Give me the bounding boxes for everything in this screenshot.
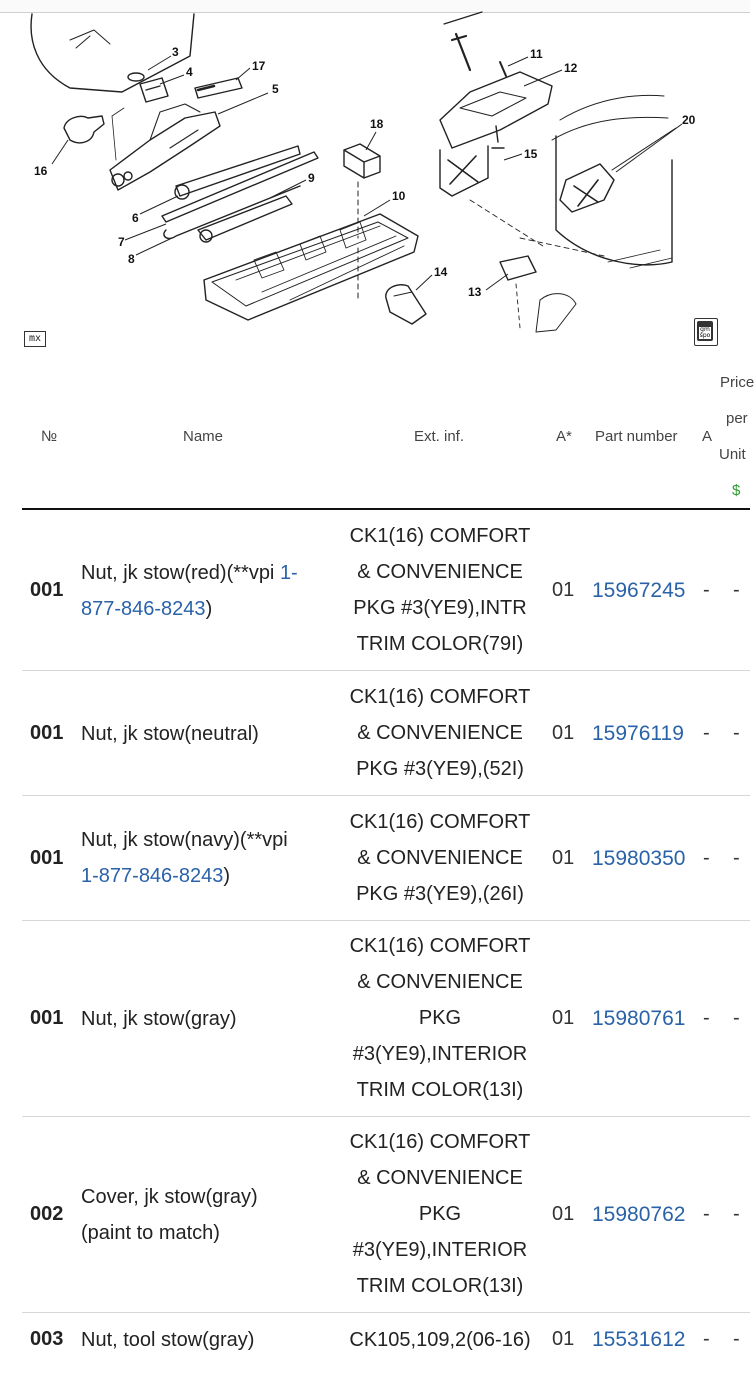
header-price-line1: Price bbox=[720, 374, 754, 391]
row-a-star: 01 bbox=[552, 579, 575, 601]
part-number-link[interactable]: 15531612 bbox=[592, 1328, 686, 1351]
row-a-star: 01 bbox=[552, 1328, 575, 1350]
row-price: - bbox=[733, 847, 740, 869]
callout-3: 3 bbox=[172, 45, 179, 59]
row-a: - bbox=[703, 1007, 710, 1029]
table-row[interactable] bbox=[22, 671, 750, 796]
row-ext-inf: CK1(16) COMFORT & CONVENIENCE PKG #3(YE9),INTERIOR TRIM COLOR(13I) bbox=[349, 935, 531, 1101]
row-a-star: 01 bbox=[552, 847, 575, 869]
phone-link[interactable]: 1- bbox=[279, 562, 298, 584]
gm-spo-icon: gm spo bbox=[694, 318, 718, 346]
callout-10: 10 bbox=[392, 189, 406, 203]
row-name: Nut, jk stow(neutral) bbox=[81, 723, 259, 745]
part-number-link[interactable]: 15980762 bbox=[592, 1203, 686, 1226]
row-number: 001 bbox=[30, 722, 64, 744]
row-a: - bbox=[703, 722, 710, 744]
row-number: 001 bbox=[30, 579, 64, 601]
row-a-star: 01 bbox=[552, 722, 575, 744]
row-ext-inf: CK1(16) COMFORT & CONVENIENCE PKG #3(YE9),(52I) bbox=[349, 686, 531, 780]
row-price: - bbox=[733, 722, 740, 744]
row-number: 001 bbox=[30, 1007, 64, 1029]
part-number-link[interactable]: 15967245 bbox=[592, 579, 686, 602]
row-ext-inf: CK1(16) COMFORT & CONVENIENCE PKG #3(YE9),INTERIOR TRIM COLOR(13I) bbox=[349, 1131, 531, 1297]
row-name: Nut, tool stow(gray) bbox=[81, 1329, 255, 1351]
callout-6: 6 bbox=[132, 211, 139, 225]
row-ext-inf: CK1(16) COMFORT & CONVENIENCE PKG #3(YE9),INTR TRIM COLOR(79I) bbox=[349, 525, 531, 655]
callout-18: 18 bbox=[370, 117, 384, 131]
row-a-star: 01 bbox=[552, 1203, 575, 1225]
row-name: Nut, jk stow(navy)(**vpi 1-877-846-8243) bbox=[81, 829, 288, 887]
callout-20: 20 bbox=[682, 113, 696, 127]
row-price: - bbox=[733, 1328, 740, 1350]
row-a: - bbox=[703, 847, 710, 869]
header-ext-inf: Ext. inf. bbox=[414, 428, 465, 445]
row-a: - bbox=[703, 1203, 710, 1225]
callout-8: 8 bbox=[128, 252, 135, 266]
phone-link[interactable]: 1-877-846-8243 bbox=[81, 865, 224, 887]
part-number-link[interactable]: 15980350 bbox=[592, 847, 686, 870]
callout-5: 5 bbox=[272, 82, 279, 96]
row-a: - bbox=[703, 579, 710, 601]
table-row[interactable] bbox=[22, 796, 750, 921]
row-price: - bbox=[733, 1007, 740, 1029]
row-name: Nut, jk stow(red)(**vpi 1- 877-846-8243) bbox=[81, 562, 298, 620]
callout-16: 16 bbox=[34, 164, 48, 178]
header-price-line2: per bbox=[726, 410, 748, 427]
row-name: Nut, jk stow(gray) bbox=[81, 1008, 237, 1030]
row-price: - bbox=[733, 579, 740, 601]
header-price-line3: Unit bbox=[719, 446, 746, 463]
callout-17: 17 bbox=[252, 59, 266, 73]
table-row[interactable] bbox=[22, 1117, 750, 1313]
row-name: Cover, jk stow(gray) (paint to match) bbox=[81, 1186, 258, 1244]
table-row[interactable] bbox=[22, 510, 750, 671]
callout-13: 13 bbox=[468, 285, 482, 299]
header-part-number: Part number bbox=[595, 428, 678, 445]
phone-link[interactable]: 877-846-8243 bbox=[81, 598, 206, 620]
callout-12: 12 bbox=[564, 61, 578, 75]
header-no: № bbox=[41, 428, 58, 445]
header-a-star: A* bbox=[556, 428, 572, 445]
mx-icon: mx bbox=[24, 331, 46, 347]
table-row[interactable] bbox=[22, 1313, 750, 1373]
callout-4: 4 bbox=[186, 65, 193, 79]
callout-7: 7 bbox=[118, 235, 125, 249]
row-ext-inf: CK105,109,2(06-16) bbox=[349, 1329, 531, 1351]
part-number-link[interactable]: 15976119 bbox=[592, 722, 684, 745]
row-a-star: 01 bbox=[552, 1007, 575, 1029]
row-number: 001 bbox=[30, 847, 64, 869]
header-price-currency: $ bbox=[732, 482, 741, 499]
callout-15: 15 bbox=[524, 147, 538, 161]
parts-diagram[interactable] bbox=[0, 12, 750, 362]
row-ext-inf: CK1(16) COMFORT & CONVENIENCE PKG #3(YE9),(26I) bbox=[349, 811, 531, 905]
header-a: A bbox=[702, 428, 713, 445]
table-row[interactable] bbox=[22, 921, 750, 1117]
header-name: Name bbox=[183, 428, 224, 445]
row-a: - bbox=[703, 1328, 710, 1350]
row-price: - bbox=[733, 1203, 740, 1225]
callout-9: 9 bbox=[308, 171, 315, 185]
callout-11: 11 bbox=[530, 47, 543, 61]
callout-14: 14 bbox=[434, 265, 448, 279]
row-number: 003 bbox=[30, 1328, 64, 1350]
part-number-link[interactable]: 15980761 bbox=[592, 1007, 686, 1030]
row-number: 002 bbox=[30, 1203, 64, 1225]
